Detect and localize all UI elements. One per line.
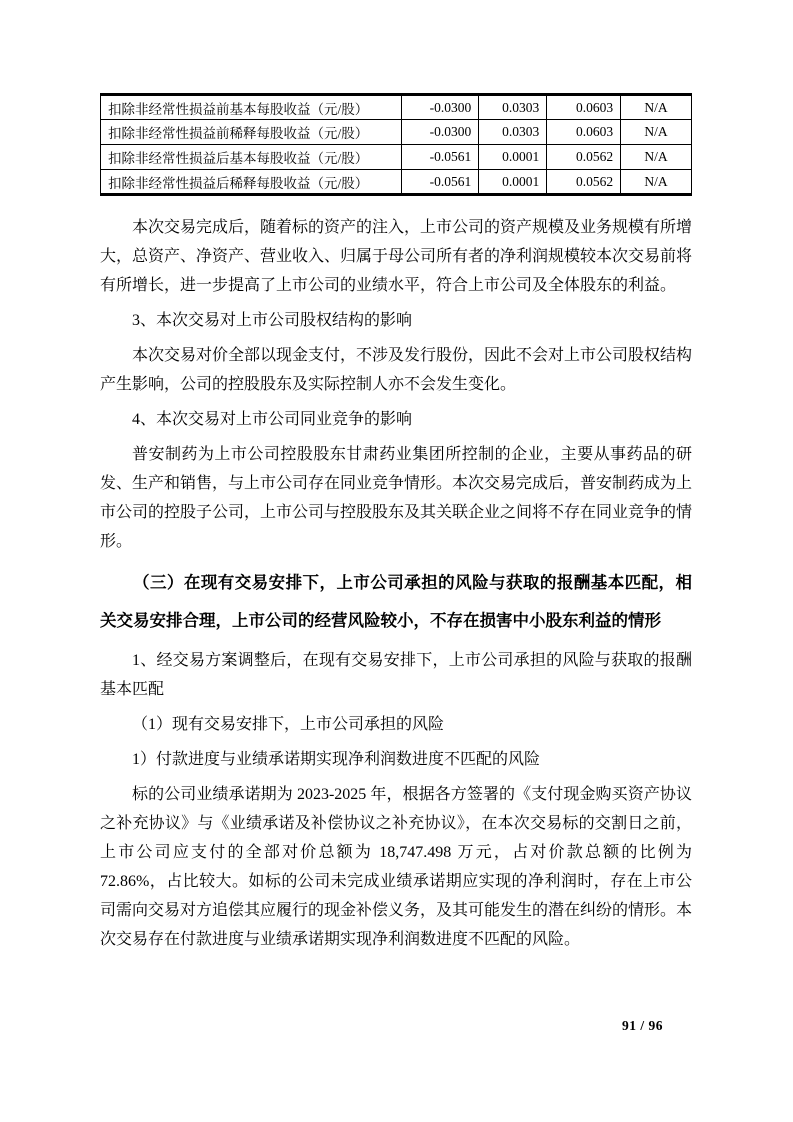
paragraph-payment-risk-detail: 标的公司业绩承诺期为 2023-2025 年，根据各方签署的《支付现金购买资产协议之补充协议》与《业绩承诺及补偿协议之补充协议》，在本次交易标的交割日之前，上市公司应支付的全部对价总额为 18,747.498 万元，占对价款总额的比例为 72.86%，占比较大。如标的公司未完成业绩承诺期应实现的净利润时，存在上市公司需向交易对方追偿其应履行的现金补偿义务，及其可能发生的潜在纠纷的情形。本次交易存在付款进度与业绩承诺期实现净利润数进度不匹配的风险。: [100, 786, 693, 948]
paragraph-equity-structure: 本次交易对价全部以现金支付，不涉及发行股份，因此不会对上市公司股权结构产生影响，公司的控股股东及实际控制人亦不会发生变化。: [100, 347, 693, 393]
section-heading-equity-structure: 3、本次交易对上市公司股权结构的影响: [132, 312, 413, 329]
table-cell: N/A: [621, 170, 692, 195]
table-cell: N/A: [621, 120, 692, 145]
table-row: [101, 145, 692, 170]
table-row: [101, 95, 692, 120]
table-row: [101, 170, 692, 195]
table-cell: -0.0300: [402, 95, 479, 120]
table-cell: N/A: [621, 95, 692, 120]
subsection-heading-payment-risk: 1）付款进度与业绩承诺期实现净利润数进度不匹配的风险: [132, 751, 541, 768]
table-row-label: 扣除非经常性损益前基本每股收益（元/股）: [101, 95, 402, 120]
paragraph-transaction-effect: 本次交易完成后，随着标的资产的注入，上市公司的资产规模及业务规模有所增大，总资产、净资产、营业收入、归属于母公司所有者的净利润规模较本次交易前将有所增长，进一步提高了上市公司的业绩水平，符合上市公司及全体股东的利益。: [100, 219, 693, 294]
table-cell: -0.0561: [402, 170, 479, 195]
table-cell: -0.0561: [402, 145, 479, 170]
table-cell: 0.0001: [479, 170, 547, 195]
section-heading-competition: 4、本次交易对上市公司同业竞争的影响: [132, 411, 413, 428]
table-row-label: 扣除非经常性损益后基本每股收益（元/股）: [101, 145, 402, 170]
paragraph-risk-reward-intro: 1、经交易方案调整后，在现有交易安排下，上市公司承担的风险与获取的报酬基本匹配: [100, 652, 692, 698]
paragraph-competition: 普安制药为上市公司控股股东甘肃药业集团所控制的企业，主要从事药品的研发、生产和销售，与上市公司存在同业竞争情形。本次交易完成后，普安制药成为上市公司的控股子公司，上市公司与控股股东及其关联企业之间将不存在同业竞争的情形。: [100, 446, 693, 550]
table-cell: N/A: [621, 145, 692, 170]
subsection-heading-risks: （1）现有交易安排下，上市公司承担的风险: [132, 716, 445, 733]
table-row-label: 扣除非经常性损益后稀释每股收益（元/股）: [101, 170, 402, 195]
table-cell: 0.0001: [479, 145, 547, 170]
table-cell: 0.0562: [547, 145, 621, 170]
table-row: [101, 120, 692, 145]
section-heading-risk-reward: （三）在现有交易安排下，上市公司承担的风险与获取的报酬基本匹配，相关交易安排合理，上市公司的经营风险较小，不存在损害中小股东利益的情形: [100, 573, 692, 630]
table-cell: -0.0300: [402, 120, 479, 145]
table-cell: 0.0303: [479, 95, 547, 120]
table-cell: 0.0303: [479, 120, 547, 145]
page-number: 91 / 96: [621, 1018, 663, 1033]
table-cell: 0.0562: [547, 170, 621, 195]
table-cell: 0.0603: [547, 95, 621, 120]
table-cell: 0.0603: [547, 120, 621, 145]
eps-table: [100, 93, 692, 196]
table-row-label: 扣除非经常性损益前稀释每股收益（元/股）: [101, 120, 402, 145]
